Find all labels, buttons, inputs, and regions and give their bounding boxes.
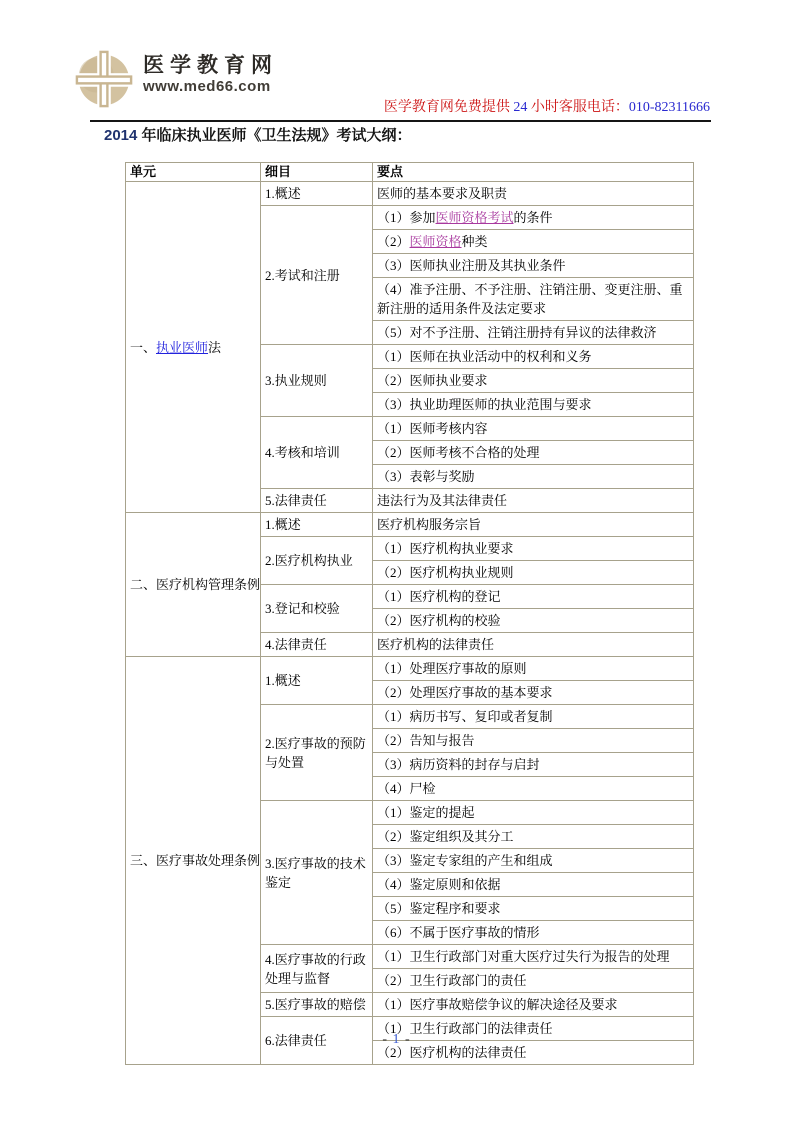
point-cell: 违法行为及其法律责任	[373, 489, 694, 513]
page-number: 1	[392, 1032, 401, 1047]
column-header-point: 要点	[373, 163, 694, 182]
point-cell: （4）准予注册、不予注册、注销注册、变更注册、重新注册的适用条件及法定要求	[373, 278, 694, 321]
unit-cell: 三、医疗事故处理条例	[126, 657, 261, 1065]
outline-table-head	[126, 163, 694, 182]
point-cell: （3）鉴定专家组的产生和组成	[373, 849, 694, 873]
outline-table-body	[126, 182, 694, 1065]
point-cell: （1）卫生行政部门的法律责任	[373, 1017, 694, 1041]
item-cell: 4.法律责任	[261, 633, 373, 657]
service-line	[384, 99, 710, 117]
point-cell: （2）鉴定组织及其分工	[373, 825, 694, 849]
item-cell: 1.概述	[261, 657, 373, 705]
item-cell: 3.医疗事故的技术鉴定	[261, 801, 373, 945]
point-cell: （1）医疗机构的登记	[373, 585, 694, 609]
page-footer	[0, 1032, 793, 1048]
point-cell: （1）卫生行政部门对重大医疗过失行为报告的处理	[373, 945, 694, 969]
point-cell: （3）医师执业注册及其执业条件	[373, 254, 694, 278]
unit-cell: 一、执业医师法	[126, 182, 261, 513]
point-cell: （1）处理医疗事故的原则	[373, 657, 694, 681]
point-cell: 医疗机构服务宗旨	[373, 513, 694, 537]
unit-link[interactable]: 执业医师	[156, 339, 209, 355]
service-hours: 24	[513, 100, 528, 115]
point-cell: （2）医疗机构的法律责任	[373, 1041, 694, 1065]
item-cell: 2.医疗事故的预防与处置	[261, 705, 373, 801]
item-cell: 2.考试和注册	[261, 206, 373, 345]
outline-table	[125, 162, 694, 1065]
unit-cell: 二、医疗机构管理条例	[126, 513, 261, 657]
point-cell: （2）告知与报告	[373, 729, 694, 753]
point-cell: （1）病历书写、复印或者复制	[373, 705, 694, 729]
point-cell: （2）卫生行政部门的责任	[373, 969, 694, 993]
logo-text	[143, 48, 278, 96]
table-row	[126, 657, 694, 681]
item-cell: 4.考核和培训	[261, 417, 373, 489]
service-text-left: 医学教育网免费提供	[383, 100, 514, 115]
point-cell: （5）鉴定程序和要求	[373, 897, 694, 921]
point-cell: （1）参加医师资格考试的条件	[373, 206, 694, 230]
point-cell: （2）处理医疗事故的基本要求	[373, 681, 694, 705]
point-cell: （6）不属于医疗事故的情形	[373, 921, 694, 945]
point-cell: （4）尸检	[373, 777, 694, 801]
point-cell: 医师的基本要求及职责	[373, 182, 694, 206]
table-row	[126, 182, 694, 206]
logo[interactable]	[74, 48, 278, 110]
item-cell: 6.法律责任	[261, 1017, 373, 1065]
item-cell: 2.医疗机构执业	[261, 537, 373, 585]
point-cell: （2）医疗机构的校验	[373, 609, 694, 633]
item-cell: 3.执业规则	[261, 345, 373, 417]
point-cell: （3）执业助理医师的执业范围与要求	[373, 393, 694, 417]
point-cell: （3）表彰与奖励	[373, 465, 694, 489]
point-cell: （2）医师资格种类	[373, 230, 694, 254]
point-cell: （4）鉴定原则和依据	[373, 873, 694, 897]
item-cell: 1.概述	[261, 513, 373, 537]
title-text: 年临床执业医师《卫生法规》考试大纲：	[137, 127, 412, 144]
point-cell: （1）鉴定的提起	[373, 801, 694, 825]
item-cell: 3.登记和校验	[261, 585, 373, 633]
item-cell: 1.概述	[261, 182, 373, 206]
title-year: 2014	[104, 127, 138, 144]
point-cell: （2）医疗机构执业规则	[373, 561, 694, 585]
medical-cross-icon	[74, 48, 134, 110]
column-header-unit: 单元	[126, 163, 261, 182]
logo-name: 医学教育网	[143, 54, 278, 77]
point-cell: 医疗机构的法律责任	[373, 633, 694, 657]
service-phone-number: 010-82311666	[628, 100, 710, 115]
table-row	[126, 513, 694, 537]
service-text-right: 小时客服电话：	[527, 100, 629, 115]
point-cell: （5）对不予注册、注销注册持有异议的法律救济	[373, 321, 694, 345]
page-title	[104, 126, 412, 146]
item-cell: 4.医疗事故的行政处理与监督	[261, 945, 373, 993]
header-divider	[90, 120, 711, 122]
item-cell: 5.法律责任	[261, 489, 373, 513]
point-cell: （1）医师在执业活动中的权利和义务	[373, 345, 694, 369]
point-cell: （1）医师考核内容	[373, 417, 694, 441]
logo-url: www.med66.com	[143, 78, 271, 95]
header-row	[126, 163, 694, 182]
column-header-item: 细目	[261, 163, 373, 182]
point-cell: （1）医疗事故赔偿争议的解决途径及要求	[373, 993, 694, 1017]
point-link[interactable]: 医师资格考试	[435, 210, 514, 225]
point-link[interactable]: 医师资格	[409, 234, 462, 249]
point-cell: （1）医疗机构执业要求	[373, 537, 694, 561]
item-cell: 5.医疗事故的赔偿	[261, 993, 373, 1017]
point-cell: （2）医师执业要求	[373, 369, 694, 393]
footer-dash-right: -	[400, 1032, 411, 1047]
point-cell: （2）医师考核不合格的处理	[373, 441, 694, 465]
point-cell: （3）病历资料的封存与启封	[373, 753, 694, 777]
footer-dash-left: -	[382, 1032, 393, 1047]
